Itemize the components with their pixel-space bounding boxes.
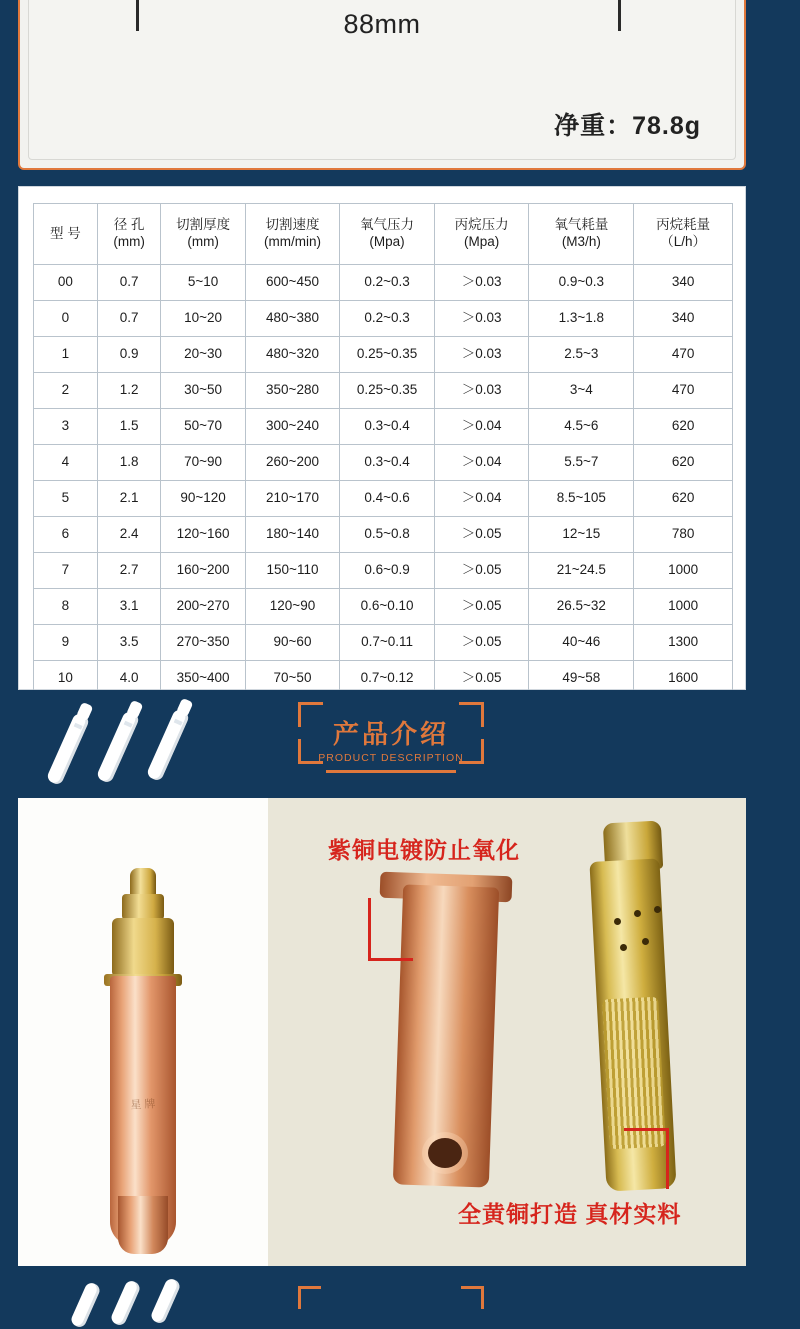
nozzle-engraving-text: 星 牌 [130, 1098, 156, 1112]
nozzle-decoration [52, 704, 242, 790]
table-cell: ＞0.05 [434, 553, 529, 589]
table-cell: 8.5~105 [529, 481, 634, 517]
table-cell: ＞0.05 [434, 661, 529, 697]
gas-port-dot [620, 944, 627, 951]
table-cell: 00 [34, 265, 98, 301]
table-cell: ＞0.03 [434, 301, 529, 337]
table-cell: 2.5~3 [529, 337, 634, 373]
table-cell: 0.7 [97, 265, 161, 301]
callout-bracket-top [368, 898, 413, 961]
photo-note-bottom: 全黄铜打造 真材实料 [458, 1201, 682, 1227]
header-line1: 切割厚度 [176, 217, 231, 233]
table-row [34, 445, 733, 481]
table-cell: 470 [634, 373, 733, 409]
header-line2: (Mpa) [463, 234, 500, 249]
table-row [34, 337, 733, 373]
table-row [34, 265, 733, 301]
header-line2: (M3/h) [561, 234, 601, 249]
table-row [34, 625, 733, 661]
photo-note-top: 紫铜电镀防止氧化 [328, 837, 520, 863]
table-cell: 260~200 [245, 445, 340, 481]
header-line1: 氧气耗量 [554, 217, 609, 233]
table-cell: 350~400 [161, 661, 245, 697]
table-cell: 0.2~0.3 [340, 265, 435, 301]
table-cell: 1000 [634, 553, 733, 589]
table-header-cell [529, 204, 634, 265]
table-cell: 26.5~32 [529, 589, 634, 625]
table-cell: 0.7~0.12 [340, 661, 435, 697]
table-header-row [34, 204, 733, 265]
header-line1: 型 号 [49, 225, 81, 241]
table-header-cell [434, 204, 529, 265]
table-cell: 620 [634, 445, 733, 481]
nozzle-icon [109, 1279, 141, 1327]
table-cell: 300~240 [245, 409, 340, 445]
table-cell: 30~50 [161, 373, 245, 409]
header-line1: 氧气压力 [360, 217, 415, 233]
nozzle-brass-body-shape [112, 918, 174, 976]
table-cell: 1600 [634, 661, 733, 697]
header-line2: (mm) [113, 234, 145, 249]
table-cell: 0.3~0.4 [340, 409, 435, 445]
table-cell: 2.1 [97, 481, 161, 517]
net-weight-label: 净重：78.8g [554, 112, 701, 140]
table-cell: 470 [634, 337, 733, 373]
table-cell: 0.6~0.10 [340, 589, 435, 625]
spec-table-body [34, 265, 733, 697]
table-cell: 4 [34, 445, 98, 481]
table-cell: 9 [34, 625, 98, 661]
table-cell: 2.7 [97, 553, 161, 589]
table-cell: 1.3~1.8 [529, 301, 634, 337]
table-cell: 7 [34, 553, 98, 589]
table-row [34, 301, 733, 337]
table-header-cell [245, 204, 340, 265]
table-cell: 12~15 [529, 517, 634, 553]
spec-card [18, 0, 746, 170]
table-cell: 2.4 [97, 517, 161, 553]
table-cell: 3.1 [97, 589, 161, 625]
gas-port-dot [614, 918, 621, 925]
table-cell: 620 [634, 409, 733, 445]
header-line1: 丙烷压力 [454, 217, 509, 233]
table-cell: 160~200 [161, 553, 245, 589]
table-cell: 20~30 [161, 337, 245, 373]
table-cell: 0.25~0.35 [340, 337, 435, 373]
table-cell: 50~70 [161, 409, 245, 445]
table-header-cell [340, 204, 435, 265]
nozzle-icon [149, 1277, 181, 1325]
table-row [34, 373, 733, 409]
table-cell: 0.4~0.6 [340, 481, 435, 517]
nozzle-icon [46, 712, 91, 786]
table-cell: 120~90 [245, 589, 340, 625]
callout-bracket-bottom [624, 1128, 669, 1189]
table-cell: 780 [634, 517, 733, 553]
table-cell: 0.25~0.35 [340, 373, 435, 409]
nozzle-icon [96, 710, 141, 784]
table-cell: 70~50 [245, 661, 340, 697]
bottom-section-banner [0, 1266, 800, 1315]
table-cell: 150~110 [245, 553, 340, 589]
table-cell: ＞0.04 [434, 481, 529, 517]
gas-port-dot [654, 906, 661, 913]
table-cell: 0.7~0.11 [340, 625, 435, 661]
table-cell: 480~320 [245, 337, 340, 373]
table-header-cell [634, 204, 733, 265]
nozzle-icon [146, 708, 191, 782]
table-cell: 340 [634, 301, 733, 337]
table-cell: 10 [34, 661, 98, 697]
nozzle-icon [69, 1281, 101, 1329]
table-cell: ＞0.05 [434, 625, 529, 661]
header-line2: (mm/min) [264, 234, 321, 249]
table-cell: 1 [34, 337, 98, 373]
table-cell: 350~280 [245, 373, 340, 409]
dimension-label: 88mm [343, 9, 421, 39]
table-cell: 620 [634, 481, 733, 517]
corner-bracket-icon [461, 1286, 484, 1309]
table-cell: 90~60 [245, 625, 340, 661]
table-row [34, 517, 733, 553]
header-line2: （L/h） [660, 234, 707, 249]
table-row [34, 409, 733, 445]
table-cell: 8 [34, 589, 98, 625]
header-line1: 径 孔 [113, 217, 145, 233]
table-row [34, 553, 733, 589]
table-cell: 6 [34, 517, 98, 553]
product-photo-area [18, 798, 746, 1266]
table-cell: 120~160 [161, 517, 245, 553]
table-cell: 3.5 [97, 625, 161, 661]
table-cell: 210~170 [245, 481, 340, 517]
spec-card-inner [28, 0, 736, 160]
table-cell: 0.2~0.3 [340, 301, 435, 337]
corner-bracket-icon [298, 1286, 321, 1309]
table-cell: 70~90 [161, 445, 245, 481]
table-header-cell [34, 204, 98, 265]
table-cell: 0.7 [97, 301, 161, 337]
bottom-title-box [298, 1286, 484, 1326]
spec-table-block [18, 186, 746, 690]
table-cell: 0.9~0.3 [529, 265, 634, 301]
header-line2: (mm) [187, 234, 219, 249]
product-photo-right [268, 798, 746, 1266]
table-cell: 0 [34, 301, 98, 337]
table-cell: ＞0.03 [434, 373, 529, 409]
table-cell: 5~10 [161, 265, 245, 301]
table-header-cell [97, 204, 161, 265]
table-cell: 5.5~7 [529, 445, 634, 481]
spec-table [33, 203, 733, 697]
table-cell: 2 [34, 373, 98, 409]
table-cell: ＞0.04 [434, 445, 529, 481]
table-cell: 0.5~0.8 [340, 517, 435, 553]
table-cell: 200~270 [161, 589, 245, 625]
table-cell: 90~120 [161, 481, 245, 517]
nozzle-bore-hole [428, 1138, 462, 1168]
section-title-en: PRODUCT DESCRIPTION [318, 752, 464, 764]
table-cell: 180~140 [245, 517, 340, 553]
section-banner [0, 690, 800, 798]
gas-port-dot [642, 938, 649, 945]
table-row [34, 589, 733, 625]
table-cell: 4.0 [97, 661, 161, 697]
table-cell: 480~380 [245, 301, 340, 337]
nozzle-brass-collar-shape [122, 894, 164, 920]
table-cell: 3 [34, 409, 98, 445]
table-cell: 0.9 [97, 337, 161, 373]
product-photo-left [18, 798, 268, 1266]
section-title-box [298, 702, 484, 782]
table-cell: 600~450 [245, 265, 340, 301]
table-cell: 1.8 [97, 445, 161, 481]
table-cell: ＞0.05 [434, 589, 529, 625]
table-cell: 0.6~0.9 [340, 553, 435, 589]
header-line1: 丙烷耗量 [656, 217, 711, 233]
table-cell: 3~4 [529, 373, 634, 409]
header-line2: (Mpa) [369, 234, 405, 249]
brass-knurl-shape [602, 997, 666, 1150]
title-underline [326, 770, 456, 773]
table-cell: 270~350 [161, 625, 245, 661]
table-cell: 40~46 [529, 625, 634, 661]
table-cell: 21~24.5 [529, 553, 634, 589]
section-title-cn: 产品介绍 [332, 719, 449, 749]
table-cell: 1000 [634, 589, 733, 625]
table-cell: 1300 [634, 625, 733, 661]
table-cell: 10~20 [161, 301, 245, 337]
table-cell: 0.3~0.4 [340, 445, 435, 481]
table-cell: ＞0.03 [434, 265, 529, 301]
table-cell: 340 [634, 265, 733, 301]
table-cell: ＞0.04 [434, 409, 529, 445]
header-line1: 切割速度 [265, 217, 320, 233]
table-cell: 49~58 [529, 661, 634, 697]
nozzle-copper-taper-shape [118, 1196, 168, 1254]
table-cell: ＞0.05 [434, 517, 529, 553]
table-row [34, 481, 733, 517]
table-cell: 1.5 [97, 409, 161, 445]
table-cell: 4.5~6 [529, 409, 634, 445]
table-cell: 5 [34, 481, 98, 517]
table-cell: 1.2 [97, 373, 161, 409]
table-header-cell [161, 204, 245, 265]
gas-port-dot [634, 910, 641, 917]
table-cell: ＞0.03 [434, 337, 529, 373]
